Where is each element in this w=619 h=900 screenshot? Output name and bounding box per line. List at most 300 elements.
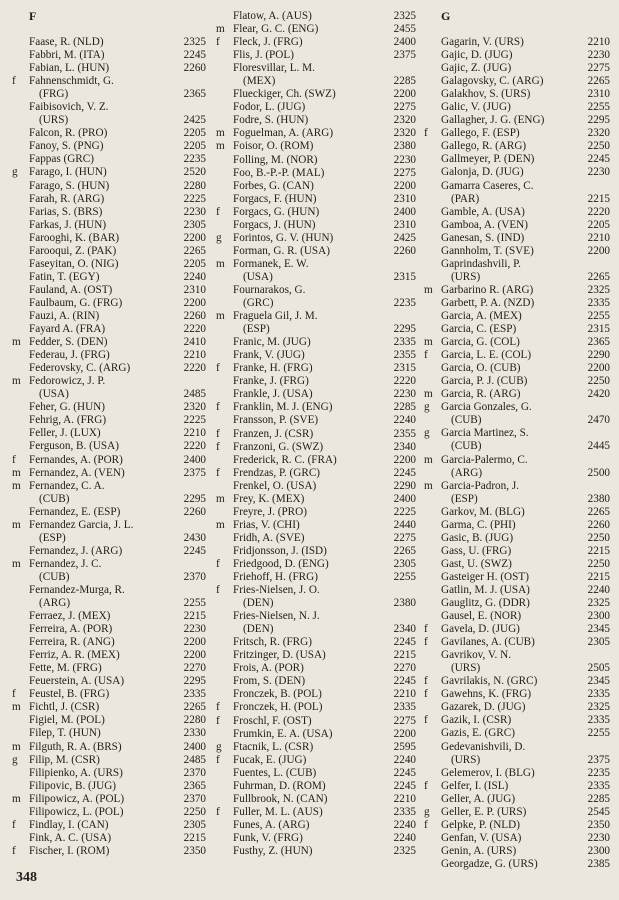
player-name (29, 427, 174, 440)
player-name (441, 49, 578, 62)
player-rating: 2230 (183, 623, 206, 636)
player-name (29, 206, 174, 219)
player-rating: 2325 (393, 10, 416, 22)
player-rating: 2220 (587, 205, 610, 218)
player-name-line: Gass, U. (FRG) (441, 544, 512, 557)
player-name (233, 532, 384, 545)
player-rating: 2335 (587, 714, 610, 727)
player-name (29, 714, 174, 727)
player-rating: 2240 (393, 753, 416, 766)
player-rating: 2440 (393, 518, 416, 531)
title-mark: f (216, 205, 220, 218)
player-rating: 2375 (183, 466, 206, 479)
player-name-line: Garcia Gonzales, G. (441, 401, 532, 414)
player-entry (12, 414, 206, 427)
player-entry (12, 140, 206, 153)
player-name (29, 310, 174, 323)
player-rating: 2245 (393, 466, 416, 479)
player-name-line: Gavrilakis, N. (GRC) (441, 675, 538, 688)
player-entry (12, 401, 206, 414)
player-rating: 2325 (587, 283, 610, 296)
player-entry (216, 675, 416, 688)
player-entry (424, 206, 610, 219)
player-rating: 2345 (587, 623, 610, 636)
player-entry (12, 480, 206, 506)
player-name (233, 284, 384, 310)
player-name-line: Gajic, D. (JUG) (441, 49, 513, 62)
player-name (29, 754, 174, 767)
player-name (233, 10, 384, 23)
player-name (29, 297, 174, 310)
player-entry (12, 519, 206, 545)
title-mark: m (216, 518, 225, 531)
player-name-line: Frey, K. (MEX) (233, 492, 305, 505)
title-mark: f (12, 75, 16, 88)
player-rating: 2380 (393, 140, 416, 153)
player-name-line: Forgacs, J. (HUN) (233, 218, 316, 231)
player-rating: 2400 (393, 205, 416, 218)
title-mark: f (12, 844, 16, 857)
player-rating: 2335 (587, 779, 610, 792)
player-federation: (ESP) (39, 531, 66, 544)
player-name-line: Farkas, J. (HUN) (29, 218, 107, 231)
player-name-line: Foguelman, A. (ARG) (233, 127, 334, 140)
player-name-line: Fernandes, A. (POR) (29, 453, 123, 466)
player-name (441, 284, 578, 297)
title-mark: m (12, 518, 21, 531)
title-mark: m (424, 388, 433, 401)
player-name-line: Fink, A. C. (USA) (29, 831, 112, 844)
player-federation: (URS) (451, 270, 481, 283)
player-federation: (ESP) (451, 492, 478, 505)
player-name (441, 558, 578, 571)
player-name-line: Gajic, Z. (JUG) (441, 62, 512, 75)
player-entry (216, 701, 416, 714)
player-name-line: Gallmeyer, P. (DEN) (441, 153, 535, 166)
player-rating: 2245 (393, 636, 416, 649)
player-name-line: Filguth, R. A. (BRS) (29, 740, 122, 753)
player-name-line: Findlay, I. (CAN) (29, 818, 109, 831)
player-name-line: Gannholm, T. (SVE) (441, 244, 534, 257)
player-rating: 2305 (183, 818, 206, 831)
player-name (441, 714, 578, 727)
column-3 (424, 10, 610, 871)
player-name-line: Gallego, F. (ESP) (441, 127, 520, 140)
player-name-line: Fullbrook, N. (CAN) (233, 792, 328, 805)
player-name (29, 480, 174, 506)
player-name (441, 636, 578, 649)
player-name (441, 571, 578, 584)
player-rating: 2250 (587, 375, 610, 388)
player-entry (216, 206, 416, 219)
player-name-line: Folling, M. (NOR) (233, 153, 318, 166)
player-name (29, 636, 174, 649)
player-rating: 2265 (183, 701, 206, 714)
player-name-line: Garma, C. (PHI) (441, 518, 516, 531)
title-mark: m (12, 701, 21, 714)
player-name-line: Feustel, B. (FRG) (29, 688, 110, 701)
player-rating: 2255 (393, 571, 416, 584)
player-name-line: Feher, G. (HUN) (29, 401, 105, 414)
player-name (233, 114, 384, 127)
player-name-line: Gagarin, V. (URS) (441, 36, 524, 48)
player-name (441, 114, 578, 127)
player-entry (12, 819, 206, 832)
player-rating: 2230 (587, 831, 610, 844)
player-entry (216, 493, 416, 506)
player-rating: 2305 (183, 218, 206, 231)
player-entry (424, 297, 610, 310)
player-name (441, 793, 578, 806)
player-name-line: Fernandez, C. A. (29, 479, 105, 492)
column-2 (216, 10, 416, 858)
title-mark: f (424, 714, 428, 727)
title-mark: m (216, 492, 225, 505)
title-mark: m (216, 140, 225, 153)
player-name-line: Gast, U. (SWZ) (441, 557, 512, 570)
player-rating: 2275 (393, 101, 416, 114)
player-name (233, 206, 384, 219)
player-rating: 2425 (183, 114, 206, 127)
player-entry (216, 49, 416, 62)
player-name-line: Frederick, R. C. (FRA) (233, 453, 337, 466)
player-entry (424, 401, 610, 427)
player-rating: 2230 (393, 388, 416, 401)
player-name (29, 467, 174, 480)
player-entry (216, 140, 416, 153)
player-name (441, 701, 578, 714)
player-name-line: Garcia-Padron, J. (441, 479, 519, 492)
player-entry (216, 193, 416, 206)
player-name (233, 819, 384, 832)
player-entry (216, 506, 416, 519)
player-rating: 2260 (183, 309, 206, 322)
player-name (233, 845, 384, 858)
player-entry (216, 375, 416, 388)
player-federation: (URS) (39, 114, 69, 127)
player-rating: 2275 (393, 166, 416, 179)
player-rating: 2430 (183, 531, 206, 544)
player-entry (12, 349, 206, 362)
player-entry (216, 388, 416, 401)
player-rating: 2215 (393, 649, 416, 662)
title-mark: f (424, 675, 428, 688)
player-entry (12, 727, 206, 740)
player-name-line: Friedgood, D. (ENG) (233, 557, 329, 570)
player-name-line: Genin, A. (URS) (441, 844, 517, 857)
player-rating: 2240 (587, 583, 610, 596)
player-entry (424, 623, 610, 636)
player-name-line: Farago, I. (HUN) (29, 166, 107, 179)
player-rating: 2200 (587, 244, 610, 257)
player-name (441, 375, 578, 388)
title-mark: f (216, 557, 220, 570)
player-entry (216, 154, 416, 167)
player-rating: 2205 (587, 218, 610, 231)
player-name (441, 206, 578, 219)
player-entry (424, 558, 610, 571)
player-name-line: Garcia Martinez, S. (441, 427, 529, 440)
player-entry (216, 428, 416, 441)
player-rating: 2375 (587, 753, 610, 766)
player-federation: (ESP) (243, 323, 270, 336)
title-mark: f (216, 440, 220, 453)
title-mark: f (216, 401, 220, 414)
title-mark: m (12, 792, 21, 805)
player-entry (12, 649, 206, 662)
section-letter: G (441, 9, 451, 23)
player-name-line: Fodre, S. (HUN) (233, 114, 309, 127)
player-name (29, 36, 174, 49)
player-entry (424, 88, 610, 101)
player-rating: 2270 (183, 662, 206, 675)
player-rating: 2250 (587, 531, 610, 544)
player-name-line: Fehrig, A. (FRG) (29, 414, 107, 427)
player-rating: 2410 (183, 336, 206, 349)
player-name (233, 62, 384, 88)
player-entry (216, 532, 416, 545)
player-entry (424, 219, 610, 232)
player-name (233, 675, 384, 688)
player-rating: 2320 (587, 127, 610, 140)
player-name (233, 362, 384, 375)
player-entry (216, 232, 416, 245)
title-mark: m (424, 479, 433, 492)
player-name-line: Fatin, T. (EGY) (29, 270, 100, 283)
player-entry (12, 558, 206, 584)
player-name (233, 636, 384, 649)
player-name (29, 193, 174, 206)
player-name (441, 532, 578, 545)
player-name (233, 219, 384, 232)
player-entry (424, 506, 610, 519)
player-name-line: Ferguson, B. (USA) (29, 440, 119, 453)
player-name (233, 558, 384, 571)
player-rating: 2285 (393, 75, 416, 88)
player-entry (424, 819, 610, 832)
player-name (29, 180, 174, 193)
player-name-line: Gavilanes, A. (CUB) (441, 636, 535, 649)
player-name (29, 727, 174, 740)
player-rating: 2200 (183, 296, 206, 309)
player-name-line: Friehoff, H. (FRG) (233, 571, 318, 584)
player-name (441, 780, 578, 793)
player-name-line: Fries-Nielsen, J. O. (233, 584, 320, 597)
title-mark: f (424, 779, 428, 792)
player-federation: (CUB) (451, 440, 482, 453)
player-name (441, 323, 578, 336)
player-name (29, 166, 174, 179)
player-name-line: Fayard A. (FRA) (29, 323, 106, 336)
player-rating: 2310 (393, 218, 416, 231)
player-name (233, 375, 384, 388)
player-name (233, 401, 384, 414)
player-name (29, 127, 174, 140)
player-rating: 2355 (393, 349, 416, 362)
player-rating: 2335 (183, 688, 206, 701)
player-entry (12, 297, 206, 310)
player-name (233, 428, 384, 441)
player-name (233, 127, 384, 140)
player-rating: 2260 (393, 244, 416, 257)
player-name (29, 610, 174, 623)
player-name-line: Fedder, S. (DEN) (29, 336, 108, 349)
player-name-line: Garbarino R. (ARG) (441, 283, 534, 296)
player-rating: 2320 (393, 114, 416, 127)
player-rating: 2230 (587, 166, 610, 179)
player-name-line: Funk, V. (FRG) (233, 831, 303, 844)
player-name (29, 62, 174, 75)
player-entry (216, 519, 416, 532)
player-entry (12, 336, 206, 349)
player-rating: 2310 (183, 283, 206, 296)
player-name-line: Fanoy, S. (PNG) (29, 140, 104, 153)
player-name-line: Ferriz, A. R. (MEX) (29, 649, 120, 662)
player-entry (12, 545, 206, 558)
player-entry (424, 310, 610, 323)
player-entry (12, 427, 206, 440)
player-entry (216, 36, 416, 49)
player-rating: 2445 (587, 440, 610, 453)
player-federation: (DEN) (243, 597, 274, 610)
player-rating: 2470 (587, 414, 610, 427)
player-name (29, 623, 174, 636)
player-rating: 2320 (183, 401, 206, 414)
player-name (441, 297, 578, 310)
player-name (233, 754, 384, 767)
player-name (441, 506, 578, 519)
player-rating: 2335 (393, 805, 416, 818)
player-entry (12, 166, 206, 179)
player-entry (216, 245, 416, 258)
player-name (441, 480, 578, 506)
player-name (233, 701, 384, 714)
player-name-line: Forgacs, G. (HUN) (233, 205, 320, 218)
player-rating: 2595 (393, 740, 416, 753)
title-mark: g (216, 231, 222, 244)
player-entry (12, 310, 206, 323)
player-name (233, 793, 384, 806)
player-rating: 2275 (587, 62, 610, 75)
player-name-line: Feller, J. (LUX) (29, 427, 101, 440)
player-entry (12, 362, 206, 375)
player-name-line: Figiel, M. (POL) (29, 714, 105, 727)
player-name (441, 362, 578, 375)
player-name (29, 349, 174, 362)
player-rating: 2400 (183, 740, 206, 753)
player-name (441, 819, 578, 832)
player-entry (424, 480, 610, 506)
player-rating: 2380 (393, 597, 416, 610)
player-name-line: Fronczek, H. (POL) (233, 701, 323, 714)
player-name-line: Foo, B.-P.-P. (MAL) (233, 166, 325, 179)
player-name (29, 558, 174, 584)
player-name (441, 127, 578, 140)
player-entry (12, 454, 206, 467)
player-rating: 2300 (587, 610, 610, 623)
player-name-line: Gelfer, I. (ISL) (441, 779, 509, 792)
player-rating: 2210 (393, 792, 416, 805)
player-name-line: Gauglitz, G. (DDR) (441, 597, 530, 610)
player-rating: 2325 (393, 845, 416, 857)
player-entry (424, 284, 610, 297)
player-entry (216, 741, 416, 754)
player-entry (424, 532, 610, 545)
player-name-line: Federau, J. (FRG) (29, 349, 110, 362)
player-name (441, 219, 578, 232)
player-rating: 2310 (587, 88, 610, 101)
player-rating: 2240 (393, 414, 416, 427)
player-name (29, 140, 174, 153)
player-entry (424, 780, 610, 793)
player-name-line: Gawehns, K. (FRG) (441, 688, 532, 701)
page-number: 348 (16, 870, 37, 885)
player-entry (216, 754, 416, 767)
player-entry (216, 545, 416, 558)
player-name-line: Fournarakos, G. (233, 283, 306, 296)
player-name (441, 649, 578, 675)
player-name (29, 832, 174, 845)
player-entry (12, 741, 206, 754)
player-rating: 2295 (393, 323, 416, 336)
player-name (29, 454, 174, 467)
player-federation: (URS) (451, 753, 481, 766)
player-entry (216, 454, 416, 467)
title-mark: f (216, 714, 220, 727)
title-mark: f (216, 805, 220, 818)
player-name (441, 832, 578, 845)
player-name (29, 649, 174, 662)
player-name-line: Fabian, L. (HUN) (29, 62, 110, 75)
player-entry (216, 401, 416, 414)
player-rating: 2245 (393, 766, 416, 779)
player-rating: 2400 (393, 36, 416, 49)
title-mark: m (12, 740, 21, 753)
title-mark: m (424, 453, 433, 466)
player-name (233, 36, 384, 49)
player-rating: 2325 (587, 701, 610, 714)
player-rating: 2350 (587, 818, 610, 831)
player-federation: (CUB) (39, 570, 70, 583)
player-entry (12, 258, 206, 271)
player-rating: 2200 (183, 231, 206, 244)
player-name-line: Fernandez-Murga, R. (29, 583, 125, 596)
player-entry (424, 375, 610, 388)
player-name-line: Fahnenschmidt, G. (29, 75, 114, 88)
player-rating: 2210 (587, 231, 610, 244)
player-rating: 2295 (183, 492, 206, 505)
title-mark: f (424, 818, 428, 831)
player-name (441, 349, 578, 362)
player-name-line: Flis, J. (POL) (233, 49, 294, 62)
player-entry (12, 127, 206, 140)
player-rating: 2200 (393, 88, 416, 101)
player-rating: 2280 (183, 714, 206, 727)
player-entry (216, 636, 416, 649)
player-name-line: Galic, V. (JUG) (441, 101, 511, 114)
player-name-line: Filipowicz, L. (POL) (29, 805, 124, 818)
player-name-line: Gasteiger H. (OST) (441, 570, 529, 583)
player-rating: 2545 (587, 805, 610, 818)
player-name-line: Fritzinger, D. (USA) (233, 649, 326, 662)
player-entry (216, 806, 416, 819)
player-name-line: Frankle, J. (USA) (233, 388, 313, 401)
player-name-line: Gallego, R. (ARG) (441, 140, 527, 153)
player-entry (424, 258, 610, 284)
player-entry (12, 780, 206, 793)
player-federation: (URS) (451, 662, 481, 675)
player-name (233, 414, 384, 427)
